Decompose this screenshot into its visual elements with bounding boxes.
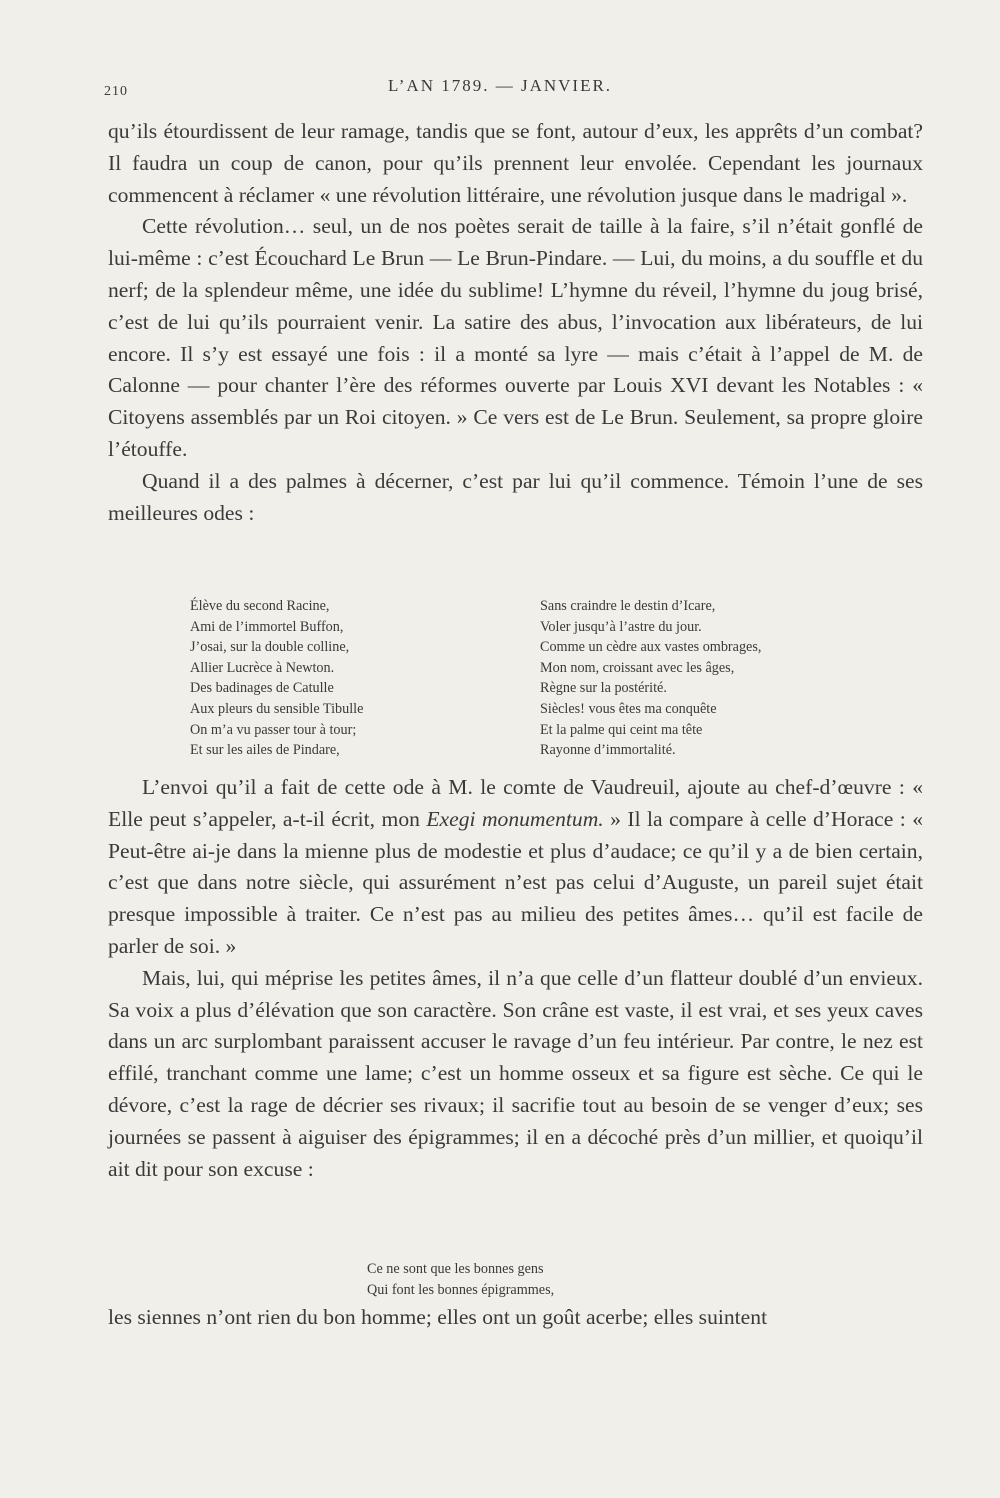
paragraph: Cette révolution… seul, un de nos poètes serait de taille à la faire, s’il n’était gonflé de lui-même : c’est Écouchard Le Brun — Le Brun-Pindare. — Lui, du moins, a du souffle et du nerf; de la splendeur même, une idée du sublime! L’hymne du réveil, l’hymne du joug brisé, c’est de lui qu’ils pourraient venir. La satire des abus, l’invocation aux libérateurs, de lui encore. Il s’y est essayé une fois : il a monté sa lyre — mais c’était à l’appel de M. de Calonne — pour chanter l’ère des réformes ouverte par Louis XVI devant les Notables : « Citoyens assemblés par un Roi citoyen. » Ce vers est de Le Brun. Seulement, sa propre gloire l’étouffe.: [108, 214, 923, 461]
verse-column-right: [540, 596, 890, 761]
paragraph: les siennes n’ont rien du bon homme; elles ont un goût acerbe; elles suintent: [108, 1305, 768, 1329]
paragraph: Mais, lui, qui méprise les petites âmes, il n’a que celle d’un flatteur doublé d’un envieux. Sa voix a plus d’élévation que son caractère. Son crâne est vaste, il est vrai, et ses yeux caves dans un arc surplombant paraissent accuser le ravage d’un feu intérieur. Par contre, le nez est effilé, tranchant comme une lame; c’est un homme osseux et sa figure est sèche. Ce qui le dévore, c’est la rage de décrier ses rivaux; il sacrifie tout au besoin de se venger d’eux; ses journées se passent à aiguiser des épigrammes; il en a décoché près d’un millier, et quoiqu’il ait dit pour son excuse :: [108, 965, 923, 1181]
verse-line: Mon nom, croissant avec les âges,: [540, 659, 735, 676]
text-block-top: [108, 116, 923, 529]
page-header: [0, 76, 1000, 106]
verse-column-left: [190, 596, 540, 761]
ode-excerpt: [190, 596, 890, 761]
verse-line: Sans craindre le destin d’Icare,: [540, 598, 716, 614]
couplet-quote: [0, 1259, 1000, 1300]
verse-line: Et la palme qui ceint ma tête: [540, 721, 703, 738]
paragraph-envoi: [108, 772, 923, 963]
paragraph: qu’ils étourdissent de leur ramage, tandis que se font, autour d’eux, les apprêts d’un combat? Il faudra un coup de canon, pour qu’ils prennent leur envolée. Cependant les journaux commencent à réclamer « une révolution littéraire, une révolution jusque dans le madrigal ».: [108, 119, 923, 207]
paragraph-text: L’envoi qu’il a fait de cette ode à M. le comte de Vaudreuil, ajoute au chef-d’œuvre : « Elle peut s’appeler, a-t-il écrit, mon: [108, 775, 923, 831]
verse-line: Élève du second Racine,: [190, 598, 330, 614]
verse-line: J’osai, sur la double colline,: [190, 639, 350, 656]
verse-line: Comme un cèdre aux vastes ombrages,: [540, 639, 762, 656]
verse-line: Ce ne sont que les bonnes gens: [367, 1261, 544, 1277]
page-number: 210: [104, 84, 128, 99]
paragraph: Quand il a des palmes à décerner, c’est par lui qu’il commence. Témoin l’une de ses meilleures odes :: [108, 468, 923, 525]
text-block-middle: [108, 772, 923, 1185]
verse-line: Et sur les ailes de Pindare,: [190, 742, 340, 759]
verse-line: Règne sur la postérité.: [540, 680, 667, 697]
latin-quote: Exegi monumentum.: [426, 806, 604, 831]
verse-line: Rayonne d’immortalité.: [540, 742, 676, 759]
running-head: L’AN 1789. — JANVIER.: [387, 76, 613, 95]
verse-line: Des badinages de Catulle: [190, 680, 334, 697]
verse-line: On m’a vu passer tour à tour;: [190, 721, 357, 738]
verse-line: Siècles! vous êtes ma conquête: [540, 700, 717, 717]
verse-line: Qui font les bonnes épigrammes,: [367, 1281, 555, 1298]
verse-line: Voler jusqu’à l’astre du jour.: [540, 618, 702, 635]
paragraph-text: » Il la compare à celle d’Horace : « Peut-être ai-je dans la mienne plus de modestie et plus d’audace; ce qu’il y a de bien certain, c’est que dans notre siècle, qui assurément n’est pas celui d’Auguste, un pareil sujet était presque impossible à traiter. Ce n’est pas au milieu des petites âmes… qu’il est facile de parler de soi. »: [108, 806, 923, 958]
verse-line: Aux pleurs du sensible Tibulle: [190, 700, 364, 717]
text-block-bottom: [108, 1302, 923, 1334]
verse-line: Allier Lucrèce à Newton.: [190, 659, 335, 676]
verse-line: Ami de l’immortel Buffon,: [190, 618, 344, 635]
